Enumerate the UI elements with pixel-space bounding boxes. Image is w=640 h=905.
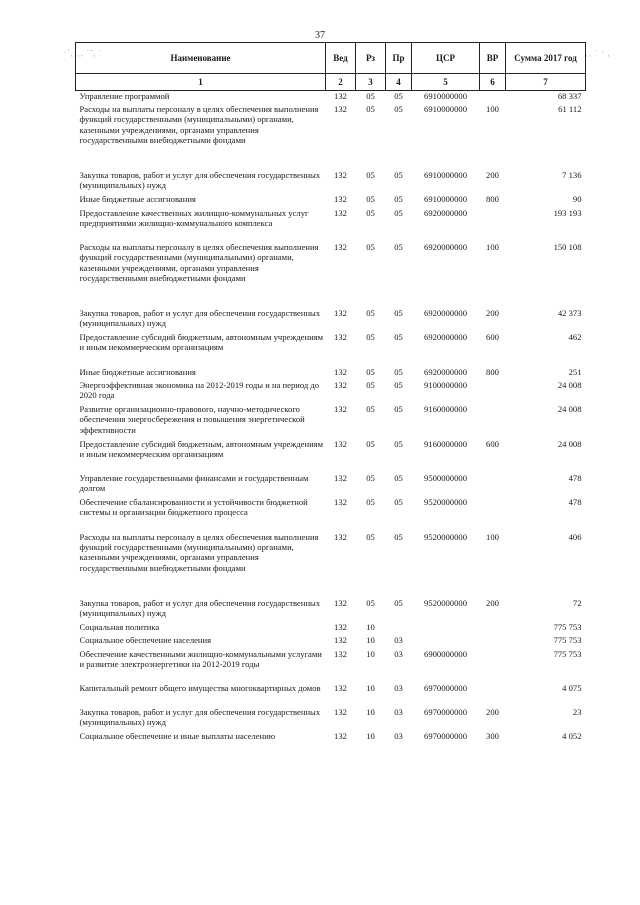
cell-sum: 61 112 (558, 104, 582, 114)
table-row (76, 731, 586, 745)
cell-rz: 05 (366, 91, 375, 101)
cell-sum: 478 (568, 497, 582, 507)
cell-vr (480, 497, 506, 532)
cell-vr: 200 (486, 597, 499, 608)
cell-ved: 132 (334, 170, 347, 180)
column-number: 3 (356, 74, 386, 91)
cell-ved: 132 (334, 621, 347, 632)
header-name: Наименование (76, 43, 326, 74)
cell-name: Иные бюджетные ассигнования (79, 366, 196, 377)
cell-rz: 10 (366, 635, 375, 645)
cell-name: Энергоэффективная экономика на 2012-2019 годы и на период до 2020 года (79, 380, 320, 401)
cell-name: Обеспечение сбалансированности и устойчивости бюджетной системы и организации бюджетного процесса (79, 497, 308, 518)
cell-name: Закупка товаров, работ и услуг для обеспечения государственных (муниципальных) нужд (79, 597, 321, 618)
cell-pr: 05 (394, 242, 403, 252)
cell-name: Расходы на выплаты персоналу в целях обеспечения выполнения функций государственными (муниципальными) органами, казенными учреждениями, органами управления государственными внебюджетными фондами (79, 531, 319, 573)
cell-pr: 05 (394, 531, 403, 542)
cell-sum: 24 008 (557, 404, 582, 414)
budget-table (75, 42, 586, 745)
cell-rz: 05 (366, 366, 375, 377)
cell-sum: 775 753 (553, 635, 582, 645)
cell-rz: 05 (366, 207, 375, 218)
cell-vr: 100 (486, 531, 499, 542)
cell-pr: 05 (394, 194, 403, 204)
cell-name: Закупка товаров, работ и услуг для обеспечения государственных (муниципальных) нужд (79, 308, 321, 329)
cell-pr: 03 (394, 707, 403, 717)
cell-rz: 05 (366, 597, 375, 608)
table-row (76, 242, 586, 308)
table-row (76, 308, 586, 332)
cell-name: Предоставление субсидий бюджетным, автономным учреждениям и иным некоммерческим организациям (79, 332, 324, 353)
cell-csr: 6910000000 (424, 194, 467, 204)
column-number: 6 (480, 74, 506, 91)
cell-pr: 05 (394, 380, 403, 390)
cell-ved: 132 (334, 380, 347, 390)
cell-csr: 9520000000 (424, 497, 467, 507)
cell-pr: 05 (394, 91, 403, 101)
cell-pr: 05 (394, 170, 403, 180)
table-row (76, 473, 586, 497)
cell-name: Социальное обеспечение и иные выплаты населению (79, 731, 276, 741)
cell-vr: 300 (486, 731, 499, 741)
cell-sum: 4 075 (562, 683, 582, 693)
cell-pr: 05 (394, 332, 403, 342)
cell-pr: 05 (394, 366, 403, 377)
cell-rz: 05 (366, 380, 375, 390)
cell-rz: 05 (366, 242, 375, 252)
header-vr: ВР (480, 43, 506, 74)
cell-sum: 406 (568, 531, 582, 542)
cell-rz: 05 (366, 308, 375, 318)
cell-pr: 03 (394, 683, 403, 693)
cell-csr: 6920000000 (424, 332, 467, 342)
cell-pr: 03 (394, 648, 403, 659)
cell-vr: 600 (486, 438, 499, 449)
cell-name: Управление государственными финансами и государственным долгом (79, 473, 309, 494)
cell-vr (480, 404, 506, 439)
cell-ved: 132 (334, 366, 347, 377)
cell-vr: 200 (486, 707, 499, 717)
header-row (76, 43, 586, 74)
cell-ved: 132 (334, 731, 347, 741)
cell-pr: 05 (394, 308, 403, 318)
cell-sum: 150 108 (553, 242, 582, 252)
cell-ved: 132 (334, 91, 347, 101)
cell-pr: 05 (394, 207, 403, 218)
cell-vr (480, 649, 506, 684)
cell-sum: 193 193 (553, 207, 582, 218)
cell-pr: 05 (394, 497, 403, 507)
cell-ved: 132 (334, 242, 347, 252)
cell-sum: 24 008 (557, 438, 582, 449)
table-row (76, 683, 586, 707)
cell-csr: 9520000000 (424, 597, 467, 608)
table-row (76, 208, 586, 243)
cell-name: Социальное обеспечение населения (79, 635, 212, 645)
cell-name: Закупка товаров, работ и услуг для обеспечения государственных (муниципальных) нужд (79, 170, 321, 191)
cell-ved: 132 (334, 404, 347, 414)
cell-rz: 05 (366, 194, 375, 204)
cell-csr: 9160000000 (424, 438, 467, 449)
cell-ved: 132 (334, 683, 347, 693)
cell-vr (480, 380, 506, 404)
header-ved: Вед (326, 43, 356, 74)
cell-pr: 03 (394, 635, 403, 645)
table-row (76, 380, 586, 404)
scan-artifact-right: ˛˛ ˙ · ˛ (586, 49, 611, 57)
column-number: 4 (386, 74, 412, 91)
cell-csr: 6920000000 (424, 308, 467, 318)
table-row (76, 649, 586, 684)
cell-vr: 100 (486, 242, 499, 252)
cell-csr: 6910000000 (424, 91, 467, 101)
table-row (76, 194, 586, 208)
column-number: 1 (76, 74, 326, 91)
scan-artifact-left: ·˚˛·˛¸ ˙ˇ˛ ˙ (64, 49, 103, 57)
cell-sum: 7 136 (562, 170, 582, 180)
table-row (76, 497, 586, 532)
cell-vr: 200 (486, 308, 499, 318)
cell-ved: 132 (334, 332, 347, 342)
cell-ved: 132 (334, 707, 347, 717)
table-row (76, 91, 586, 105)
cell-sum: 23 (572, 707, 582, 717)
cell-sum: 42 373 (557, 308, 582, 318)
cell-sum: 68 337 (557, 91, 582, 101)
cell-vr: 200 (486, 170, 499, 180)
header-csr: ЦСР (412, 43, 480, 74)
cell-rz: 10 (366, 731, 375, 741)
cell-name: Развитие организационно-правового, научно-методического обеспечения энергосбережения и повышения энергетической эффективности (79, 404, 305, 435)
cell-name: Предоставление качественных жилищно-коммунальных услуг предприятиями жилищно-коммунального комплекса (79, 207, 309, 228)
header-sum: Сумма 2017 год (506, 43, 586, 74)
cell-pr: 05 (394, 438, 403, 449)
cell-name: Управление программой (79, 91, 170, 101)
table-row (76, 598, 586, 622)
cell-ved: 132 (334, 473, 347, 483)
cell-ved: 132 (334, 497, 347, 507)
header-rz: Рз (356, 43, 386, 74)
cell-vr (480, 622, 506, 636)
cell-csr: 6910000000 (424, 170, 467, 180)
cell-ved: 132 (334, 438, 347, 449)
cell-vr (480, 635, 506, 649)
column-number-row (76, 74, 586, 91)
cell-sum: 775 753 (553, 648, 582, 659)
cell-name: Закупка товаров, работ и услуг для обеспечения государственных (муниципальных) нужд (79, 707, 321, 728)
cell-pr: 05 (394, 404, 403, 414)
cell-sum: 775 753 (553, 621, 582, 632)
cell-vr: 800 (486, 194, 499, 204)
cell-ved: 132 (334, 648, 347, 659)
cell-sum: 478 (568, 473, 582, 483)
table-row (76, 104, 586, 170)
cell-vr (480, 208, 506, 243)
table-row (76, 635, 586, 649)
cell-csr: 6920000000 (424, 242, 467, 252)
cell-rz: 05 (366, 497, 375, 507)
cell-sum: 251 (568, 366, 582, 377)
cell-sum: 4 052 (562, 731, 582, 741)
cell-pr (386, 622, 412, 636)
cell-rz: 10 (366, 707, 375, 717)
cell-ved: 132 (334, 207, 347, 218)
cell-vr: 600 (486, 332, 499, 342)
cell-rz: 10 (366, 621, 375, 632)
cell-rz: 05 (366, 104, 375, 114)
cell-ved: 132 (334, 635, 347, 645)
cell-vr (480, 473, 506, 497)
table-row (76, 622, 586, 636)
cell-ved: 132 (334, 308, 347, 318)
header-pr: Пр (386, 43, 412, 74)
cell-name: Предоставление субсидий бюджетным, автономным учреждениям и иным некоммерческим организациям (79, 438, 324, 459)
cell-sum: 462 (568, 332, 582, 342)
cell-csr: 6970000000 (424, 707, 467, 717)
cell-rz: 05 (366, 473, 375, 483)
cell-csr: 6910000000 (424, 104, 467, 114)
cell-sum: 90 (572, 194, 582, 204)
table-row (76, 404, 586, 439)
cell-rz: 05 (366, 332, 375, 342)
column-number: 5 (412, 74, 480, 91)
table-row (76, 439, 586, 474)
cell-csr: 6920000000 (424, 207, 467, 218)
cell-rz: 05 (366, 531, 375, 542)
cell-vr (480, 91, 506, 105)
cell-vr: 100 (486, 104, 499, 114)
cell-csr: 6970000000 (424, 683, 467, 693)
cell-csr: 6900000000 (424, 648, 467, 659)
table-row (76, 707, 586, 731)
cell-name: Обеспечение качественными жилищно-коммунальными услугами и развитие электроэнергетики на 2012-2019 годы (79, 648, 322, 669)
cell-csr (412, 635, 480, 649)
cell-pr: 03 (394, 731, 403, 741)
cell-csr: 9160000000 (424, 404, 467, 414)
cell-pr: 05 (394, 104, 403, 114)
cell-pr: 05 (394, 473, 403, 483)
cell-csr: 6920000000 (424, 366, 467, 377)
column-number: 7 (506, 74, 586, 91)
table-row (76, 367, 586, 381)
cell-name: Расходы на выплаты персоналу в целях обеспечения выполнения функций государственными (муниципальными) органами, казенными учреждениями, органами управления государственными внебюджетными фондами (79, 242, 319, 284)
table-body (76, 91, 586, 745)
cell-ved: 132 (334, 597, 347, 608)
cell-csr: 9500000000 (424, 473, 467, 483)
cell-name: Расходы на выплаты персоналу в целях обеспечения выполнения функций государственными (муниципальными) органами, казенными учреждениями, органами управления государственными внебюджетными фондами (79, 104, 319, 146)
cell-sum: 72 (572, 597, 582, 608)
cell-pr: 05 (394, 597, 403, 608)
cell-rz: 05 (366, 170, 375, 180)
cell-sum: 24 008 (557, 380, 582, 390)
page-number: 37 (315, 30, 325, 41)
cell-name: Социальная политика (79, 621, 160, 632)
cell-rz: 05 (366, 438, 375, 449)
cell-csr: 9520000000 (424, 531, 467, 542)
table-row (76, 532, 586, 598)
cell-ved: 132 (334, 104, 347, 114)
cell-name: Капитальный ремонт общего имущества многоквартирных домов (79, 683, 321, 693)
table-row (76, 170, 586, 194)
cell-vr: 800 (486, 366, 499, 377)
cell-rz: 10 (366, 648, 375, 659)
cell-ved: 132 (334, 531, 347, 542)
cell-csr (412, 622, 480, 636)
cell-rz: 10 (366, 683, 375, 693)
table-row (76, 332, 586, 367)
cell-csr: 9100000000 (424, 380, 467, 390)
cell-vr (480, 683, 506, 707)
cell-csr: 6970000000 (424, 731, 467, 741)
column-number: 2 (326, 74, 356, 91)
cell-rz: 05 (366, 404, 375, 414)
cell-ved: 132 (334, 194, 347, 204)
cell-name: Иные бюджетные ассигнования (79, 194, 196, 204)
